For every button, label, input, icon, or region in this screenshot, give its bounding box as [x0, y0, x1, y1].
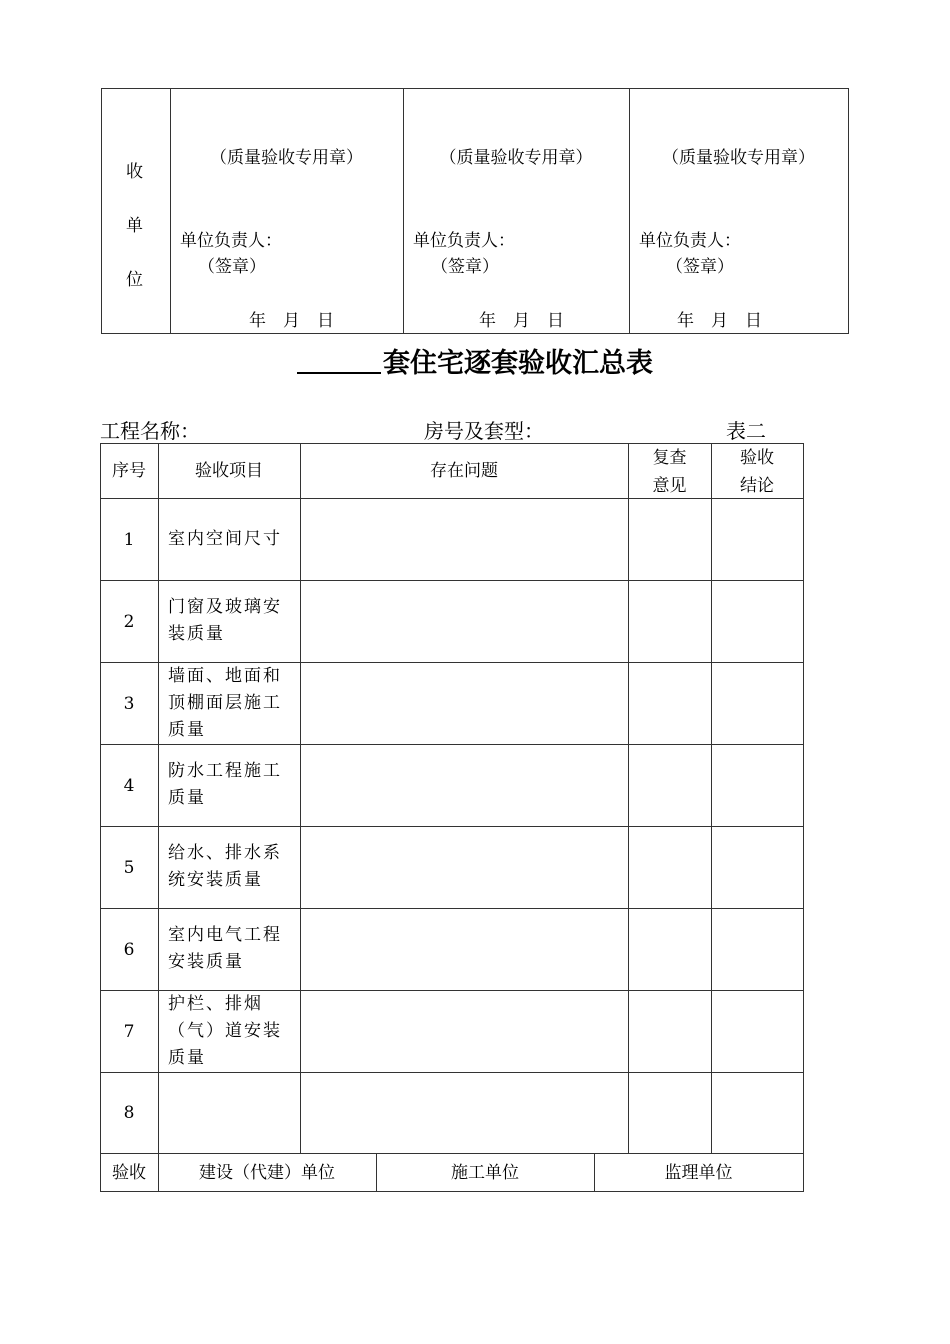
- header-seq: 序号: [112, 461, 146, 481]
- row-number: 4: [123, 776, 135, 796]
- header-issues: 存在问题: [430, 461, 498, 481]
- footer-unit-builder: 建设（代建）单位: [199, 1163, 335, 1183]
- table-border: [848, 88, 849, 334]
- sign-label: （签章）: [198, 257, 266, 277]
- table-border: [101, 88, 849, 89]
- title-blank-line: [297, 342, 381, 374]
- person-label: 单位负责人：: [413, 231, 515, 251]
- header-conclusion: 验收: [740, 448, 774, 468]
- table-border: [100, 443, 804, 444]
- sign-label: （签章）: [431, 257, 499, 277]
- footer-unit-supervision: 监理单位: [664, 1163, 733, 1183]
- table-number: 表二: [726, 419, 766, 443]
- row-item: 护栏、排烟（气）道安装质量: [168, 994, 282, 1068]
- table-border: [711, 443, 712, 1154]
- table-border: [170, 88, 171, 334]
- row-item: 防水工程施工质量: [168, 761, 282, 808]
- date-label: 年 月 日: [249, 311, 334, 331]
- row-number: 2: [123, 612, 135, 632]
- row-number: 1: [123, 530, 135, 550]
- sign-label: （签章）: [666, 257, 734, 277]
- table-border: [100, 826, 804, 827]
- row-item: 墙面、地面和顶棚面层施工质量: [168, 666, 282, 740]
- person-label: 单位负责人：: [180, 231, 282, 251]
- date-label: 年 月 日: [479, 311, 564, 331]
- table-border: [300, 443, 301, 1154]
- seal-text: （质量验收专用章）: [439, 148, 593, 168]
- side-label-char: 单: [126, 216, 143, 236]
- project-name-label: 工程名称：: [100, 419, 200, 443]
- table-border: [803, 443, 804, 1192]
- title-text: 套住宅逐套验收汇总表: [383, 348, 653, 379]
- table-border: [158, 443, 159, 1192]
- row-number: 8: [123, 1103, 135, 1123]
- table-border: [100, 1072, 804, 1073]
- table-border: [629, 88, 630, 334]
- table-border: [100, 744, 804, 745]
- header-review: 意见: [652, 476, 687, 496]
- row-item: 室内电气工程安装质量: [168, 925, 282, 972]
- footer-unit-construction: 施工单位: [451, 1163, 519, 1183]
- row-number: 5: [123, 858, 135, 878]
- row-number: 6: [123, 940, 135, 960]
- side-label-char: 收: [126, 162, 143, 182]
- row-item: 室内空间尺寸: [168, 529, 282, 549]
- row-item: 给水、排水系统安装质量: [168, 843, 282, 890]
- seal-text: （质量验收专用章）: [210, 148, 363, 168]
- date-label: 年 月 日: [677, 311, 762, 331]
- table-border: [100, 443, 101, 1192]
- side-label-char: 位: [126, 270, 143, 290]
- table-border: [100, 908, 804, 909]
- table-border: [403, 88, 404, 334]
- table-border: [101, 88, 102, 334]
- room-type-label: 房号及套型：: [424, 419, 544, 443]
- person-label: 单位负责人：: [639, 231, 741, 251]
- table-border: [100, 1153, 804, 1154]
- page-title: [0, 342, 950, 384]
- header-item: 验收项目: [195, 461, 263, 481]
- header-conclusion: 结论: [740, 476, 774, 496]
- table-border: [100, 580, 804, 581]
- row-item: 门窗及玻璃安装质量: [168, 597, 282, 644]
- row-number: 3: [123, 694, 135, 714]
- seal-text: （质量验收专用章）: [662, 148, 815, 168]
- row-number: 7: [123, 1022, 135, 1042]
- footer-label: 验收: [112, 1163, 146, 1183]
- table-border: [628, 443, 629, 1154]
- header-review: 复查: [652, 448, 687, 468]
- table-border: [100, 1191, 804, 1192]
